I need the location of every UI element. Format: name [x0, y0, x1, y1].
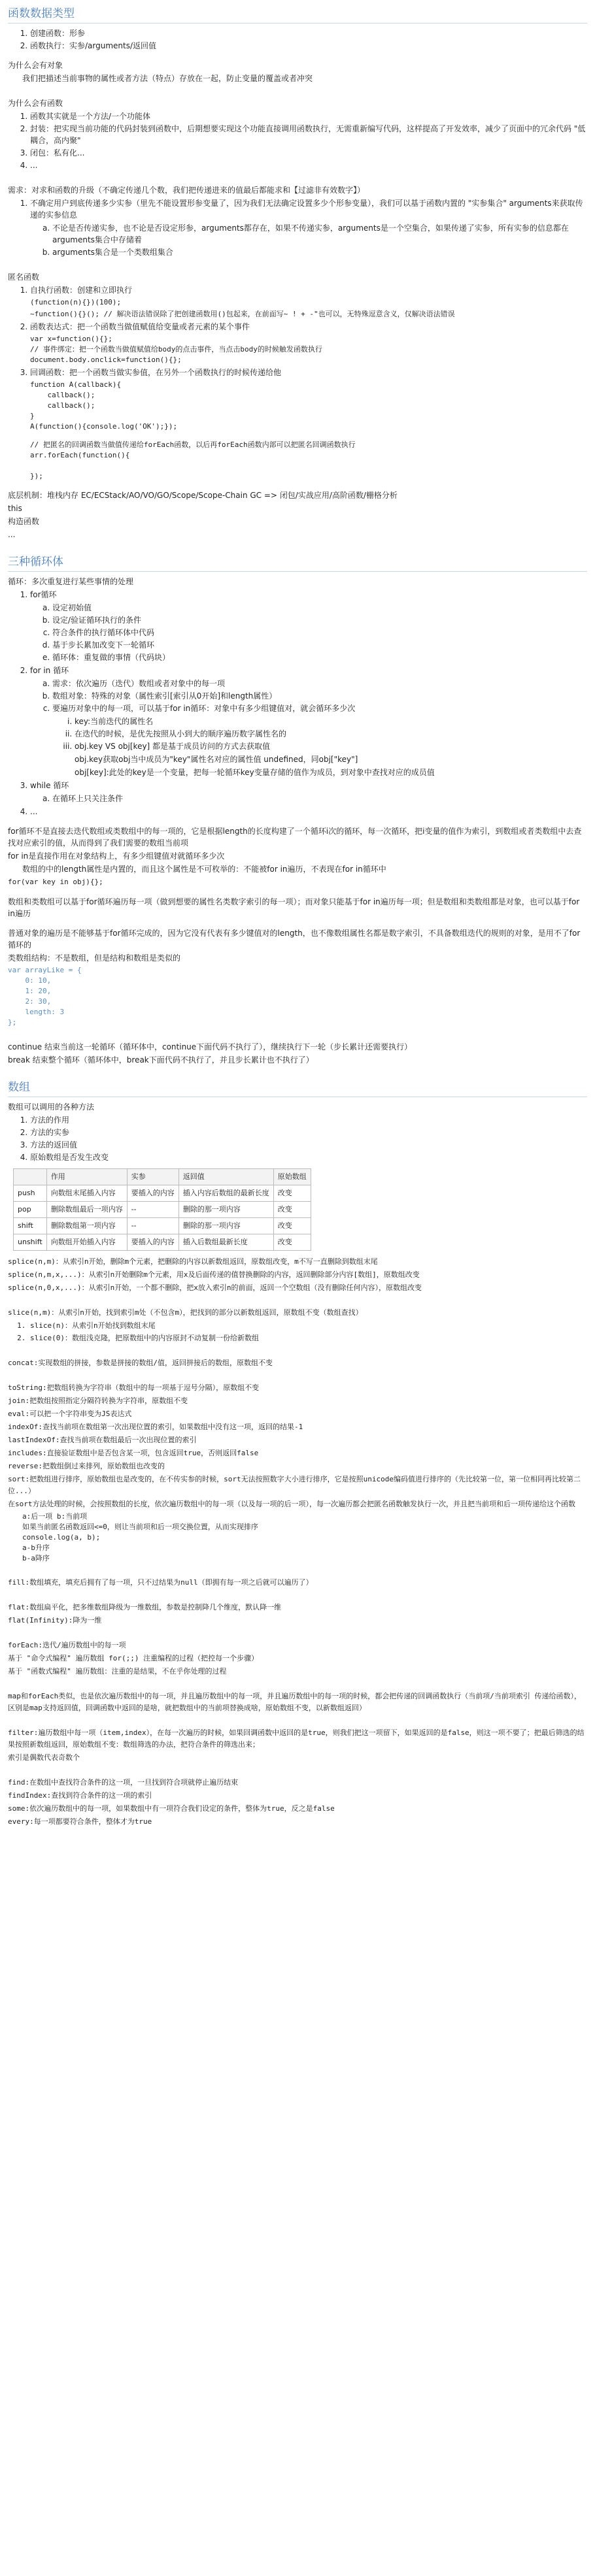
table-cell: 改变 [273, 1234, 311, 1251]
list-item: a. 设定初始值 [52, 602, 587, 614]
splice-line: splice(n,m,x,...)：从索引n开始删除m个元素，用x及后面传递的值替换删除的内容，返回删除部分内容[数组]，原数组改变 [8, 1270, 420, 1279]
list-item: c. 符合条件的执行循环体中代码 [52, 627, 587, 638]
note-text: obj.key获取obj当中成员为"key"属性名对应的属性值 undefined，同obj["key"] [75, 755, 358, 764]
list-item: d. 基于步长累加改变下一轮循环 [52, 639, 587, 651]
table-cell: -- [127, 1218, 178, 1234]
table-cell: 要插入的内容 [127, 1234, 178, 1251]
list-item: 2. slice(0)：数组浅克隆，把原数组中的内容原封不动复制一份给新数组 [30, 1332, 587, 1344]
list-item-text: 不确定用户到底传递多少实参（里先不能设置形参变量了，因为我们无法确定设置多少个形参变量），我们可以基于函数内置的 "实参集合" arguments来获取传递的实参信息 [30, 199, 583, 220]
list-item-text: for循环 [30, 590, 57, 599]
loop-intro: 循环：多次重复进行某些事情的处理 [8, 577, 134, 586]
list-item: a. 不论是否传递实参，也不论是否设定形参，arguments都存在，如果不传递实参，arguments是一个空集合，如果传递了实参，所有实参的信息都在arguments集合中存储着 [52, 222, 587, 246]
method-line: eval:可以把一个字符串变为JS表达式 [8, 1410, 132, 1418]
list-item-text: obj.key VS obj[key] 都是基于成员访问的方式去获取值 [75, 742, 271, 751]
anonymous-function-list [8, 284, 587, 482]
flat-line: flat(Infinity):降为一维 [8, 1616, 102, 1625]
requirement-heading: 需求：对求和函数的升级（不确定传递几个数，我们把传递进来的值最后都能求和【过滤非有效数字】） [8, 186, 366, 195]
splice-line: splice(n,0,x,...)：从索引n开始，一个都不删除，把x放入索引n的前面，返回一个空数组（没有删除任何内容），原数组改变 [8, 1283, 422, 1292]
paragraph: for循环不是直接去迭代数组或类数组中的每一项的，它是根据length的长度构建了一个循环i次的循环，每一次循环，把i变量的值作为索引，到数组或者类数组中去查找对应索引的值，从而得到了我们需要的数组当前项 [8, 827, 582, 848]
table-cell: 删除数组第一项内容 [46, 1218, 127, 1234]
paragraph: continue 结束当前这一轮循环（循环体中，continue下面代码不执行了），继续执行下一轮（步长累计还需要执行） [8, 1042, 413, 1051]
requirement-list [8, 197, 587, 258]
list-item: a. 在循环上只关注条件 [52, 793, 587, 804]
why-function-list [8, 110, 587, 171]
table-row [14, 1234, 311, 1251]
list-item [30, 589, 587, 663]
table-header-cell: 作用 [46, 1169, 127, 1185]
list-item: 3. 方法的返回值 [30, 1139, 587, 1151]
while-sublist [30, 793, 587, 804]
forin-roman-list [52, 716, 587, 778]
list-item: b. 设定/验证循环执行的条件 [52, 614, 587, 626]
list-item [75, 740, 587, 778]
list-item: b. 数组对象：特殊的对象（属性索引[索引从0开始]和length属性） [52, 690, 587, 702]
method-line: join:把数组按照指定分隔符转换为字符串，原数组不变 [8, 1396, 188, 1405]
ellipsis: ... [8, 530, 16, 539]
list-item [30, 367, 587, 482]
method-line: includes:直接验证数组中是否包含某一项，包含返回true，否则返回false [8, 1449, 259, 1457]
paragraph: for in是直接作用在对象结构上，有多少组键值对就循环多少次 [8, 851, 225, 861]
for-sublist [30, 602, 587, 663]
list-item-text: while 循环 [30, 781, 69, 790]
table-cell: 插入内容后数组的最新长度 [178, 1185, 273, 1202]
table-cell: unshift [14, 1234, 47, 1251]
list-item: 2. 函数执行：实参/arguments/返回值 [30, 40, 587, 52]
why-object-text: 我们把描述当前事物的属性或者方法（特点）存放在一起，防止变量的覆盖或者冲突 [22, 74, 313, 83]
every-line: every:每一项都要符合条件，整体才为true [8, 1817, 152, 1826]
arguments-sublist [30, 222, 587, 258]
method-line: 在sort方法处理的时候，会按照数组的长度，依次遍历数组中的每一项（以及每一项的后一项），每一次遍历都会把匿名函数触发执行一次，并且把当前项和后一项传递给这个函数 [8, 1500, 575, 1508]
table-header-cell: 实参 [127, 1169, 178, 1185]
table-cell: -- [127, 1202, 178, 1218]
why-object-heading: 为什么会有对象 [8, 61, 63, 70]
list-item: 4. ... [30, 806, 587, 817]
section-title-function-type: 函数数据类型 [8, 7, 587, 24]
splice-line: splice(n,m)：从索引n开始，删除m个元素，把删除的内容以新数组返回，原数组改变，m不写一直删除到数组末尾 [8, 1257, 378, 1266]
keyword-constructor: 构造函数 [8, 517, 40, 526]
map-line: map和forEach类似，也是依次遍历数组中的每一项，并且遍历数组中的每一项，并且遍历数组中的每一项的时候，都会把传递的回调函数执行（当前项/当前项索引 传递给函数），区别是map支持返回值，回调函数中返回的是啥，就把数组中的当前项替换成啥，原始数组不变，以新数组返回） [8, 1692, 581, 1712]
table-header-row [14, 1169, 311, 1185]
array-intro: 数组可以调用的各种方法 [8, 1102, 95, 1112]
forin-sublist [30, 678, 587, 778]
table-cell: 插入后数组最新长度 [178, 1234, 273, 1251]
list-item [30, 284, 587, 320]
list-item-text: 自执行函数：创建和立即执行 [30, 286, 133, 295]
code-block: ~function(){}(); // 解决语法错误除了把创建函数用()包起来，在前面写~ ! + -"也可以，无特殊逗意含义，仅解决语法错误 [30, 310, 455, 318]
code-block: function A(callback){ callback(); callback(); } A(function(){console.log('OK');}); [30, 380, 178, 431]
find-line: find:在数组中查找符合条件的这一项，一旦找到符合项就停止遍历结束 [8, 1778, 239, 1787]
section-title-loops: 三种循环体 [8, 555, 587, 572]
list-item [52, 702, 587, 778]
table-cell: 改变 [273, 1218, 311, 1234]
paragraph: 数组的中的length属性是内置的，而且这个属性是不可枚举的：不能被for in遍历，不表现在for in循环中 [22, 865, 386, 874]
list-item: 1. slice(n)：从索引n开始找到数组末尾 [30, 1320, 587, 1332]
array-aspect-list [8, 1114, 587, 1163]
code-block: var arrayLike = { 0: 10, 1: 20, 2: 30, length: 3 }; [8, 966, 82, 1027]
table-cell: 改变 [273, 1185, 311, 1202]
fill-line: fill:数组填充，填充后拥有了每一项，只不过结果为null（即拥有每一项之后就可以遍历了） [8, 1578, 313, 1587]
table-cell: 删除的那一项内容 [178, 1202, 273, 1218]
method-line: lastIndexOf:查找当前项在数组最后一次出现位置的索引 [8, 1436, 197, 1444]
function-type-list [8, 27, 587, 52]
some-line: some:依次遍历数组中的每一项，如果数组中有一项符合我们设定的条件，整体为true，反之是false [8, 1804, 335, 1813]
find-line: findIndex:查找到符合条件的这一项的索引 [8, 1791, 152, 1800]
list-item: ii. 在迭代的时候，是优先按照从小到大的顺序遍历数字属性名的 [75, 728, 587, 740]
list-item: a. 需求：依次遍历（迭代）数组或者对象中的每一项 [52, 678, 587, 689]
list-item-text: for in 循环 [30, 666, 69, 675]
list-item: 4. 原始数组是否发生改变 [30, 1151, 587, 1163]
method-line: reverse:把数组倒过来排列，原始数组也改变的 [8, 1462, 165, 1470]
table-header-cell: 返回值 [178, 1169, 273, 1185]
keyword-this: this [8, 504, 22, 513]
list-item [30, 197, 587, 258]
list-item: 3. 闭包：私有化... [30, 147, 587, 159]
filter-line: 索引是偶数代表奇数个 [8, 1753, 80, 1762]
list-item [30, 321, 587, 365]
table-cell: 删除的那一项内容 [178, 1218, 273, 1234]
list-item: 1. 方法的作用 [30, 1114, 587, 1126]
loop-list [8, 589, 587, 817]
method-line: sort:把数组进行排序，原始数组也是改变的，在不传实参的时候，sort无法按照数字大小进行排序，它是按照unicode编码值进行排序的（先比较第一位，第一位相同再比较第二位...） [8, 1475, 581, 1495]
foreach-line: 基于 "函数式编程" 遍历数组：注重的是结果，不在乎你处理的过程 [8, 1667, 227, 1676]
note-text: obj[key]:此处的key是一个变量，把每一轮循环key变量存储的值作为成员，到对象中查找对应的成员值 [75, 768, 435, 777]
table-cell: shift [14, 1218, 47, 1234]
foreach-line: 基于 "命令式编程" 遍历数组 for(;;) 注重编程的过程（把控每一个步骤） [8, 1654, 259, 1662]
list-item [30, 665, 587, 778]
list-item: 4. ... [30, 159, 587, 171]
table-cell: 删除数组最后一项内容 [46, 1202, 127, 1218]
code-line: for(var key in obj){}; [8, 878, 103, 886]
paragraph: 普通对象的遍历是不能够基于for循环完成的，因为它没有代表有多少键值对的length，也不像数组属性名都是数字索引，不具备数组迭代的规则的对象，是用不了for循环的 [8, 929, 581, 949]
code-block: var x=function(){}; // 事件绑定：把一个函数当做值赋值给body的点击事件，当点击body的时候触发函数执行 document.body.onclick=function(){}; [30, 335, 322, 364]
foreach-line: forEach:迭代/遍历数组中的每一项 [8, 1641, 126, 1649]
paragraph: break 结束整个循环（循环体中，break下面代码不执行了，并且步长累计也不执行了） [8, 1055, 314, 1065]
concat-line: concat:实现数组的拼接，参数是拼接的数组/值，返回拼接后的数组，原数组不变 [8, 1359, 273, 1367]
list-item-text: 回调函数：把一个函数当做实参值，在另外一个函数执行的时候传递给他 [30, 368, 282, 377]
table-row [14, 1218, 311, 1234]
anonymous-function-heading: 匿名函数 [8, 272, 40, 282]
mechanism-text: 底层机制：堆栈内存 EC/ECStack/AO/VO/GO/Scope/Scope-Chain GC => 闭包/实战应用/高阶函数/栅格分析 [8, 491, 398, 500]
table-cell: 向数组开始插入内容 [46, 1234, 127, 1251]
list-item: e. 循环体：重复做的事情（代码块） [52, 652, 587, 663]
section-title-array: 数组 [8, 1080, 587, 1097]
list-item: 1. 创建函数：形参 [30, 27, 587, 39]
filter-line: filter:遍历数组中每一项（item,index），在每一次遍历的时候，如果回调函数中返回的是true，则我们把这一项留下，如果返回的是false，则这一项不要了；把最后筛选的结果按照新数组返回，原始数组不变：数组筛选的办法，把符合条件的筛选出来； [8, 1728, 585, 1749]
table-cell: 改变 [273, 1202, 311, 1218]
list-item: b. arguments集合是一个类数组集合 [52, 246, 587, 258]
list-item: 1. 函数其实就是一个方法/一个功能体 [30, 110, 587, 122]
why-function-heading: 为什么会有函数 [8, 99, 63, 108]
list-item-text: 要遍历对象中的每一项，可以基于for in循环：对象中有多少组键值对，就会循环多少次 [52, 704, 356, 713]
slice-list [8, 1320, 587, 1344]
list-item: 2. 方法的实参 [30, 1127, 587, 1138]
table-header-cell: 原始数组 [273, 1169, 311, 1185]
code-block: // 把匿名的回调函数当做值传递给forEach函数，以后再forEach函数内部可以把匿名回调函数执行 arr.forEach(function(){ }); [30, 440, 356, 480]
list-item [30, 780, 587, 804]
method-line: toString:把数组转换为字符串（数组中的每一项基于逗号分隔），原数组不变 [8, 1383, 260, 1392]
paragraph: 类数组结构：不是数组，但是结构和数组是类似的 [8, 953, 181, 963]
table-cell: push [14, 1185, 47, 1202]
table-cell: 要插入的内容 [127, 1185, 178, 1202]
code-block: (function(n){})(100); [30, 298, 122, 306]
table-cell: pop [14, 1202, 47, 1218]
flat-line: flat:数组扁平化，把多维数组降级为一维数组，参数是控制降几个维度，默认降一维 [8, 1603, 282, 1611]
table-row [14, 1202, 311, 1218]
slice-intro: slice(n,m)：从索引n开始，找到索引m处（不包含m），把找到的部分以新数组返回，原数组不变（数组查找） [8, 1308, 363, 1317]
array-methods-table [13, 1168, 311, 1251]
list-item-text: 函数表达式：把一个函数当做值赋值给变量或者元素的某个事件 [30, 322, 250, 331]
sort-notes: a:后一项 b:当前项 如果当前匿名函数返回<=0，则让当前项和后一项交换位置，从而实现排序 console.log(a, b); a-b升序 b-a降序 [22, 1512, 258, 1562]
table-cell: 向数组末尾插入内容 [46, 1185, 127, 1202]
list-item: 2. 封装：把实现当前功能的代码封装到函数中，后期想要实现这个功能直接调用函数执行，无需重新编写代码，这样提高了开发效率，减少了页面中的冗余代码 "低耦合，高内聚" [30, 123, 587, 146]
paragraph: 数组和类数组可以基于for循环遍历每一项（做到想要的属性名类数字索引的每一项）；而对象只能基于for in遍历每一项；但是数组和类数组都是对象，也可以基于for in遍历 [8, 897, 583, 918]
table-header-cell [14, 1169, 47, 1185]
method-line: indexOf:查找当前项在数组第一次出现位置的索引，如果数组中没有这一项，返回的结果-1 [8, 1423, 303, 1431]
list-item: i. key:当前迭代的属性名 [75, 716, 587, 727]
table-row [14, 1185, 311, 1202]
